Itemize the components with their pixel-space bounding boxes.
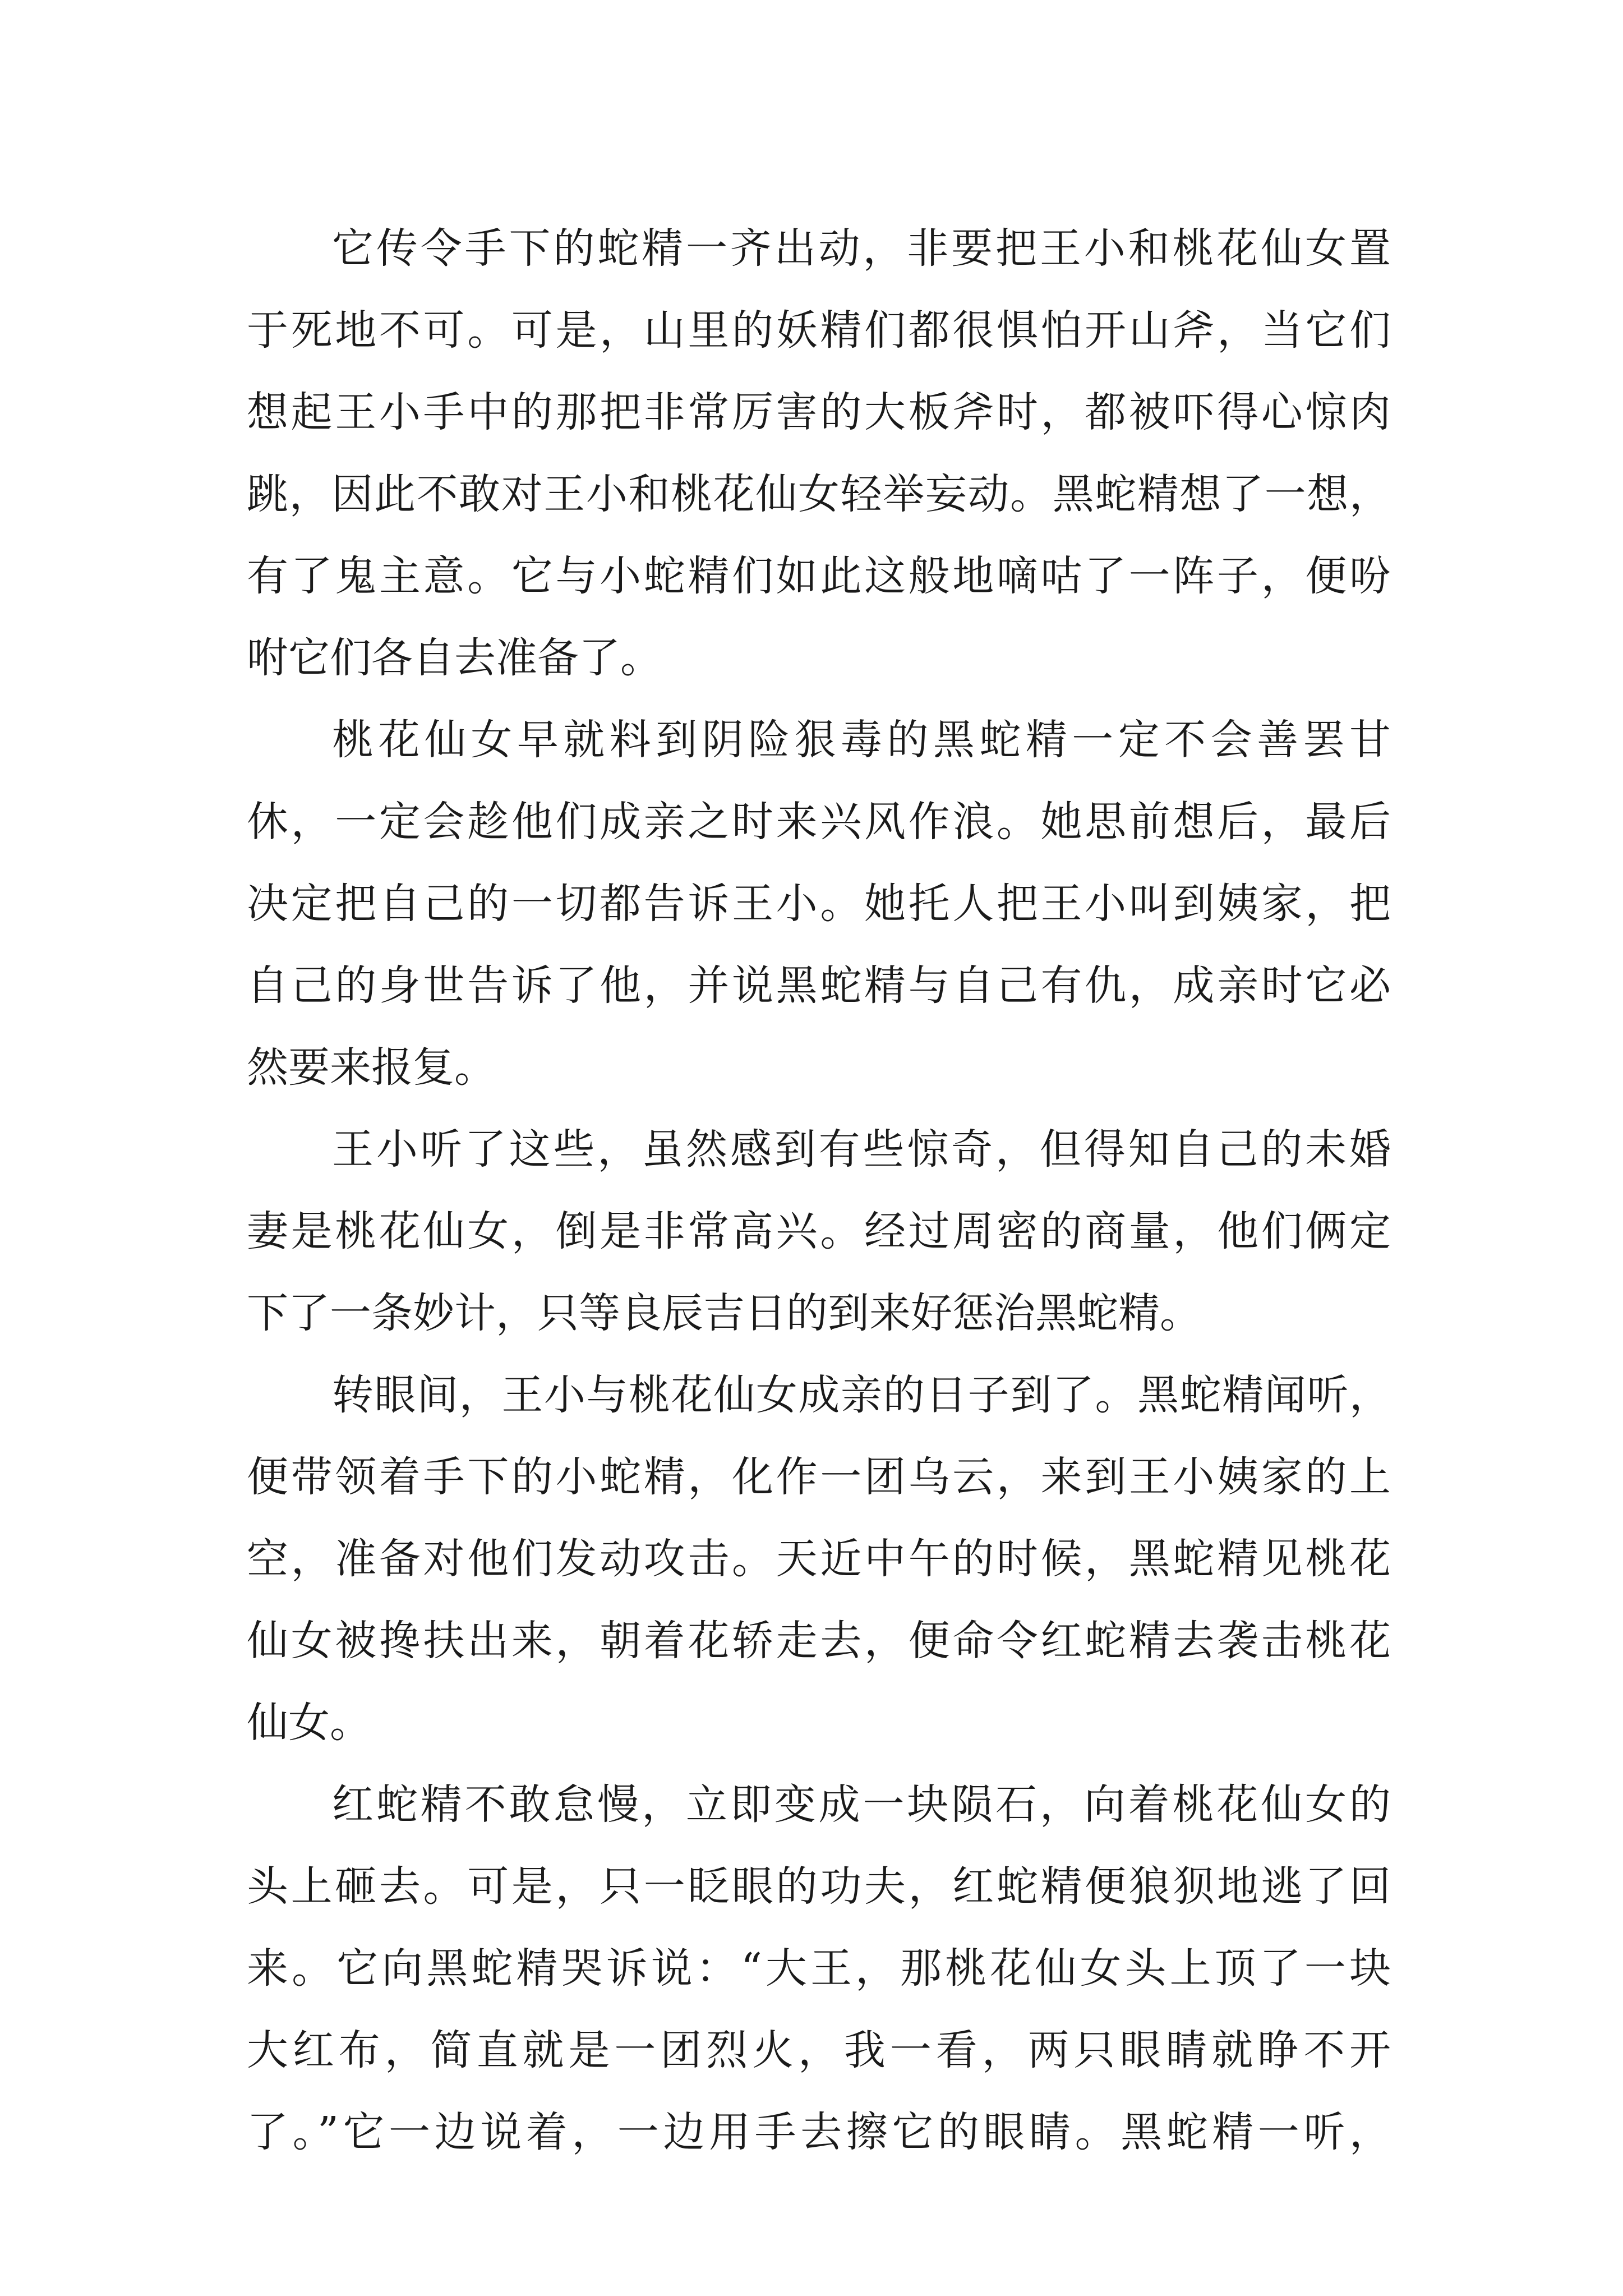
text-line: 空，准备对他们发动攻击。天近中午的时候，黑蛇精见桃花 <box>247 1535 1391 1583</box>
text-line: 于死地不可。可是，山里的妖精们都很惧怕开山斧，当它们 <box>247 306 1391 355</box>
text-line: 妻是桃花仙女，倒是非常高兴。经过周密的商量，他们俩定 <box>247 1207 1391 1255</box>
text-line: 王小听了这些，虽然感到有些惊奇，但得知自己的未婚 <box>332 1125 1391 1174</box>
text-line: 红蛇精不敢怠慢，立即变成一块陨石，向着桃花仙女的 <box>332 1780 1391 1829</box>
text-line: 下了一条妙计，只等良辰吉日的到来好惩治黑蛇精。 <box>247 1289 1201 1337</box>
text-line: 了。”它一边说着，一边用手去擦它的眼睛。黑蛇精一听， <box>247 2108 1391 2156</box>
paragraph-3 <box>247 1108 1391 1354</box>
text-line: 咐它们各自去准备了。 <box>247 634 662 682</box>
body-text <box>247 208 1391 2173</box>
text-line: 仙女。 <box>247 1699 371 1747</box>
text-line: 头上砸去。可是，只一眨眼的功夫，红蛇精便狼狈地逃了回 <box>247 1862 1391 1911</box>
paragraph-5 <box>247 1764 1391 2173</box>
text-line: 休，一定会趁他们成亲之时来兴风作浪。她思前想后，最后 <box>247 798 1391 846</box>
text-line: 自己的身世告诉了他，并说黑蛇精与自己有仇，成亲时它必 <box>247 961 1391 1010</box>
text-line: 有了鬼主意。它与小蛇精们如此这般地嘀咕了一阵子，便吩 <box>247 552 1391 600</box>
text-line: 跳，因此不敢对王小和桃花仙女轻举妄动。黑蛇精想了一想， <box>247 470 1391 518</box>
text-line: 便带领着手下的小蛇精，化作一团乌云，来到王小姨家的上 <box>247 1453 1391 1501</box>
paragraph-2 <box>247 699 1391 1108</box>
text-line: 想起王小手中的那把非常厉害的大板斧时，都被吓得心惊肉 <box>247 388 1391 436</box>
text-line: 然要来报复。 <box>247 1043 496 1092</box>
text-line: 仙女被搀扶出来，朝着花轿走去，便命令红蛇精去袭击桃花 <box>247 1617 1391 1665</box>
text-line: 它传令手下的蛇精一齐出动，非要把王小和桃花仙女置 <box>332 224 1391 273</box>
text-line: 来。它向黑蛇精哭诉说：“大王，那桃花仙女头上顶了一块 <box>247 1944 1391 1993</box>
text-line: 桃花仙女早就料到阴险狠毒的黑蛇精一定不会善罢甘 <box>332 716 1391 764</box>
paragraph-4 <box>247 1354 1391 1764</box>
text-line: 决定把自己的一切都告诉王小。她托人把王小叫到姨家，把 <box>247 880 1391 928</box>
paragraph-1 <box>247 208 1391 699</box>
text-line: 大红布，简直就是一团烈火，我一看，两只眼睛就睁不开 <box>247 2026 1391 2074</box>
text-line: 转眼间，王小与桃花仙女成亲的日子到了。黑蛇精闻听， <box>332 1371 1391 1419</box>
